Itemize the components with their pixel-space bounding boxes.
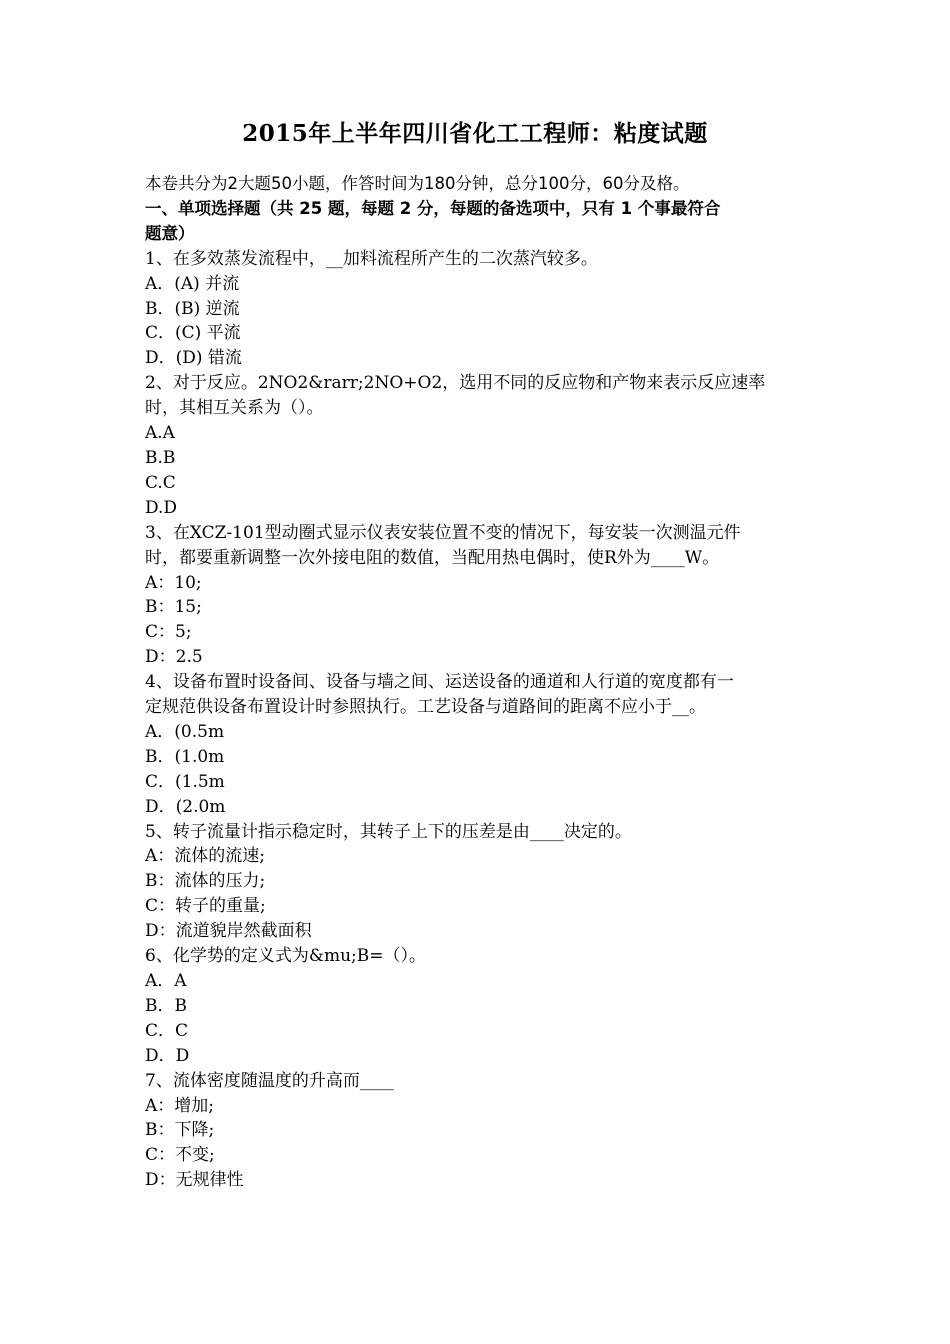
question-text: 5、转子流量计指示稳定时，其转子上下的压差是由____决定的。: [145, 821, 632, 842]
option-a: A．(A) 并流: [145, 273, 240, 294]
exam-intro: 本卷共分为2大题50小题，作答时间为180分钟，总分100分，60分及格。: [145, 174, 690, 193]
question-7: [145, 1069, 810, 1194]
option-c: C.C: [145, 472, 176, 493]
option-d: D．(2.0m: [145, 796, 226, 817]
option-b: B．B: [145, 995, 187, 1016]
option-a: A：流体的流速;: [145, 846, 266, 867]
option-d: D：流道貌岸然截面积: [145, 921, 312, 942]
question-3: [145, 521, 810, 670]
option-a: A：增加;: [145, 1095, 215, 1116]
option-c: C．(1.5m: [145, 771, 225, 792]
option-b: B：15;: [145, 597, 202, 618]
question-6: [145, 944, 810, 1069]
option-a: A：10;: [145, 572, 202, 593]
question-5: [145, 820, 810, 945]
option-c: C：不变;: [145, 1145, 215, 1166]
question-4: [145, 670, 810, 819]
question-text: 1、在多效蒸发流程中，__加料流程所产生的二次蒸汽较多。: [145, 248, 598, 269]
question-text: 4、设备布置时设备间、设备与墙之间、运送设备的通道和人行道的宽度都有一: [145, 672, 734, 693]
option-d: D.D: [145, 497, 178, 518]
question-text: 6、化学势的定义式为&mu;B=（）。: [145, 946, 426, 967]
section-heading-line-1: 一、单项选择题（共 25 题，每题 2 分，每题的备选项中，只有 1 个事最符合: [145, 198, 721, 218]
section-heading-line-2: 题意）: [145, 223, 195, 243]
option-c: C：5;: [145, 622, 192, 643]
option-d: D：2.5: [145, 647, 203, 668]
option-b: B：下降;: [145, 1120, 215, 1141]
option-a: A．A: [145, 971, 187, 991]
question-text: 3、在XCZ-101型动圈式显示仪表安装位置不变的情况下，每安装一次测温元件: [145, 522, 741, 543]
option-a: A.A: [145, 423, 175, 444]
question-text: 定规范供设备布置设计时参照执行。工艺设备与道路间的距离不应小于__。: [145, 697, 706, 718]
option-b: B．(1.0m: [145, 746, 225, 767]
question-text: 时，其相互关系为（）。: [145, 398, 324, 419]
question-1: [145, 247, 810, 372]
option-b: B.B: [145, 447, 176, 468]
option-b: B：流体的压力;: [145, 871, 266, 892]
question-text: 7、流体密度随温度的升高而____: [145, 1070, 394, 1091]
question-text: 时，都要重新调整一次外接电阻的数值，当配用热电偶时，使R外为____W。: [145, 547, 720, 568]
option-d: D：无规律性: [145, 1170, 244, 1191]
question-text: 2、对于反应。2NO2&rarr;2NO+O2，选用不同的反应物和产物来表示反应速率: [145, 373, 766, 394]
page-title: 2015年上半年四川省化工工程师：粘度试题: [242, 120, 708, 147]
option-d: D．(D) 错流: [145, 348, 242, 369]
option-c: C：转子的重量;: [145, 896, 266, 917]
option-c: C．C: [145, 1020, 189, 1041]
option-c: C．(C) 平流: [145, 323, 241, 344]
option-b: B．(B) 逆流: [145, 298, 240, 319]
document-body: [145, 172, 810, 1193]
option-a: A．(0.5m: [145, 721, 225, 742]
question-2: [145, 371, 810, 520]
option-d: D．D: [145, 1045, 190, 1066]
